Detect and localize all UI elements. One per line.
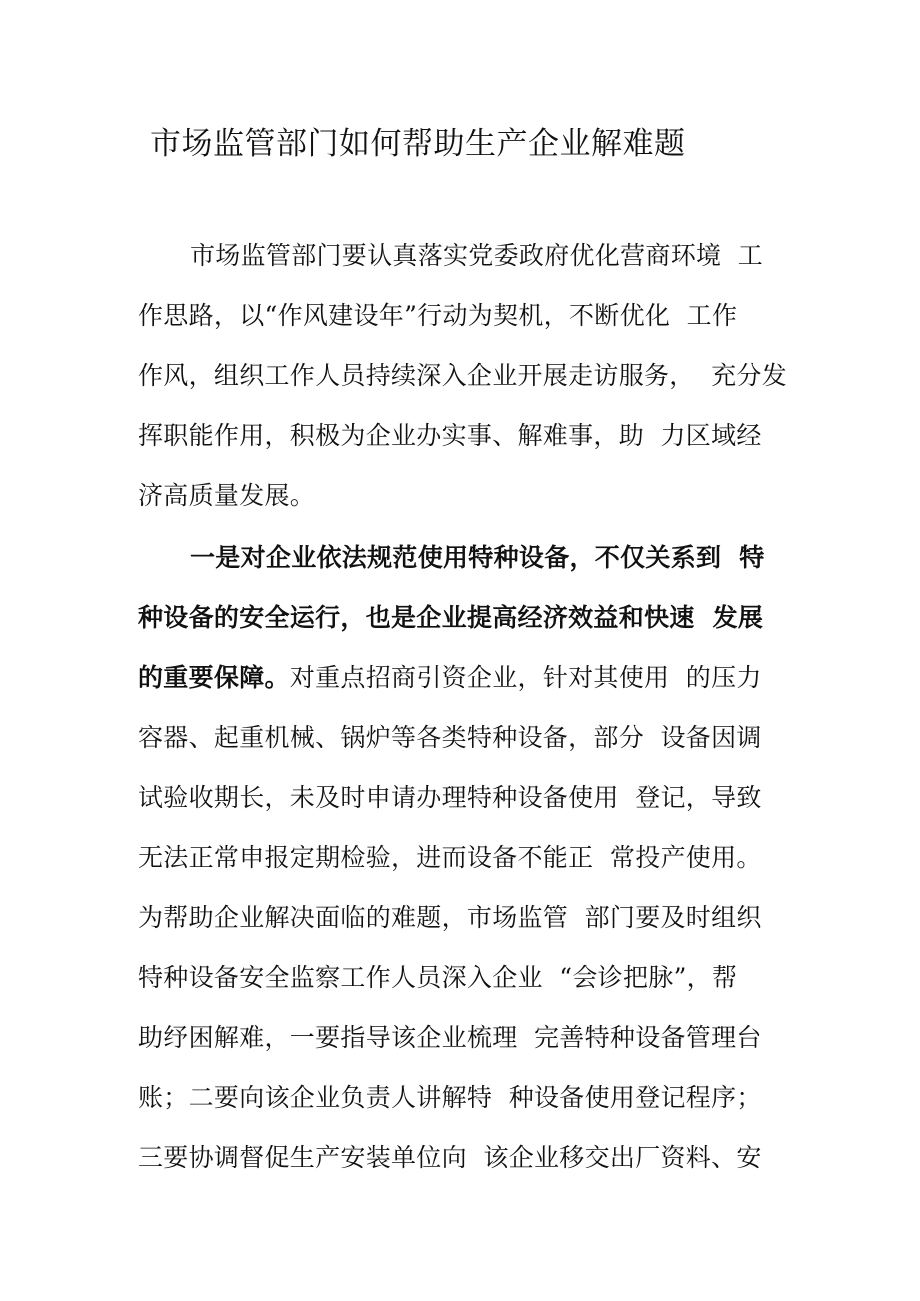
paragraph-2-line-6: 无法正常申报定期检验，进而设备不能正 常投产使用。 bbox=[138, 843, 762, 872]
paragraph-2-line-9: 助纾困解难，一要指导该企业梳理 完善特种设备管理台 bbox=[138, 1023, 762, 1052]
paragraph-2-bold-line-1: 一是对企业依法规范使用特种设备，不仅关系到 特 bbox=[190, 543, 765, 572]
paragraph-2-line-3 bbox=[138, 663, 762, 693]
paragraph-2-line-8: 特种设备安全监察工作人员深入企业 “会诊把脉”，帮 bbox=[138, 963, 738, 992]
paragraph-1-line-2: 作思路，以“作风建设年”行动为契机，不断优化 工作 bbox=[138, 301, 738, 330]
paragraph-2-bold-ending: 的重要保障。 bbox=[138, 663, 290, 692]
paragraph-1-line-1: 市场监管部门要认真落实党委政府优化营商环境 工 bbox=[190, 241, 764, 270]
paragraph-2-line-10: 账；二要向该企业负责人讲解特 种设备使用登记程序； bbox=[138, 1083, 762, 1112]
document-title: 市场监管部门如何帮助生产企业解难题 bbox=[150, 126, 686, 162]
paragraph-2-normal-start: 对重点招商引资企业，针对其使用 的压力 bbox=[289, 663, 762, 692]
paragraph-1-line-5: 济高质量发展。 bbox=[138, 481, 316, 510]
paragraph-1-line-4: 挥职能作用，积极为企业办实事、解难事，助 力区域经 bbox=[138, 421, 762, 450]
paragraph-1-line-3: 作风，组织工作人员持续深入企业开展走访服务， 充分发 bbox=[138, 361, 787, 390]
paragraph-2-line-4: 容器、起重机械、锅炉等各类特种设备，部分 设备因调 bbox=[138, 723, 762, 752]
paragraph-2-line-5: 试验收期长，未及时申请办理特种设备使用 登记，导致 bbox=[138, 783, 762, 812]
paragraph-2-line-11: 三要协调督促生产安装单位向 该企业移交出厂资料、安 bbox=[138, 1143, 762, 1172]
paragraph-2-line-7: 为帮助企业解决面临的难题，市场监管 部门要及时组织 bbox=[138, 903, 762, 932]
paragraph-2-bold-line-2: 种设备的安全运行，也是企业提高经济效益和快速 发展 bbox=[138, 603, 764, 632]
